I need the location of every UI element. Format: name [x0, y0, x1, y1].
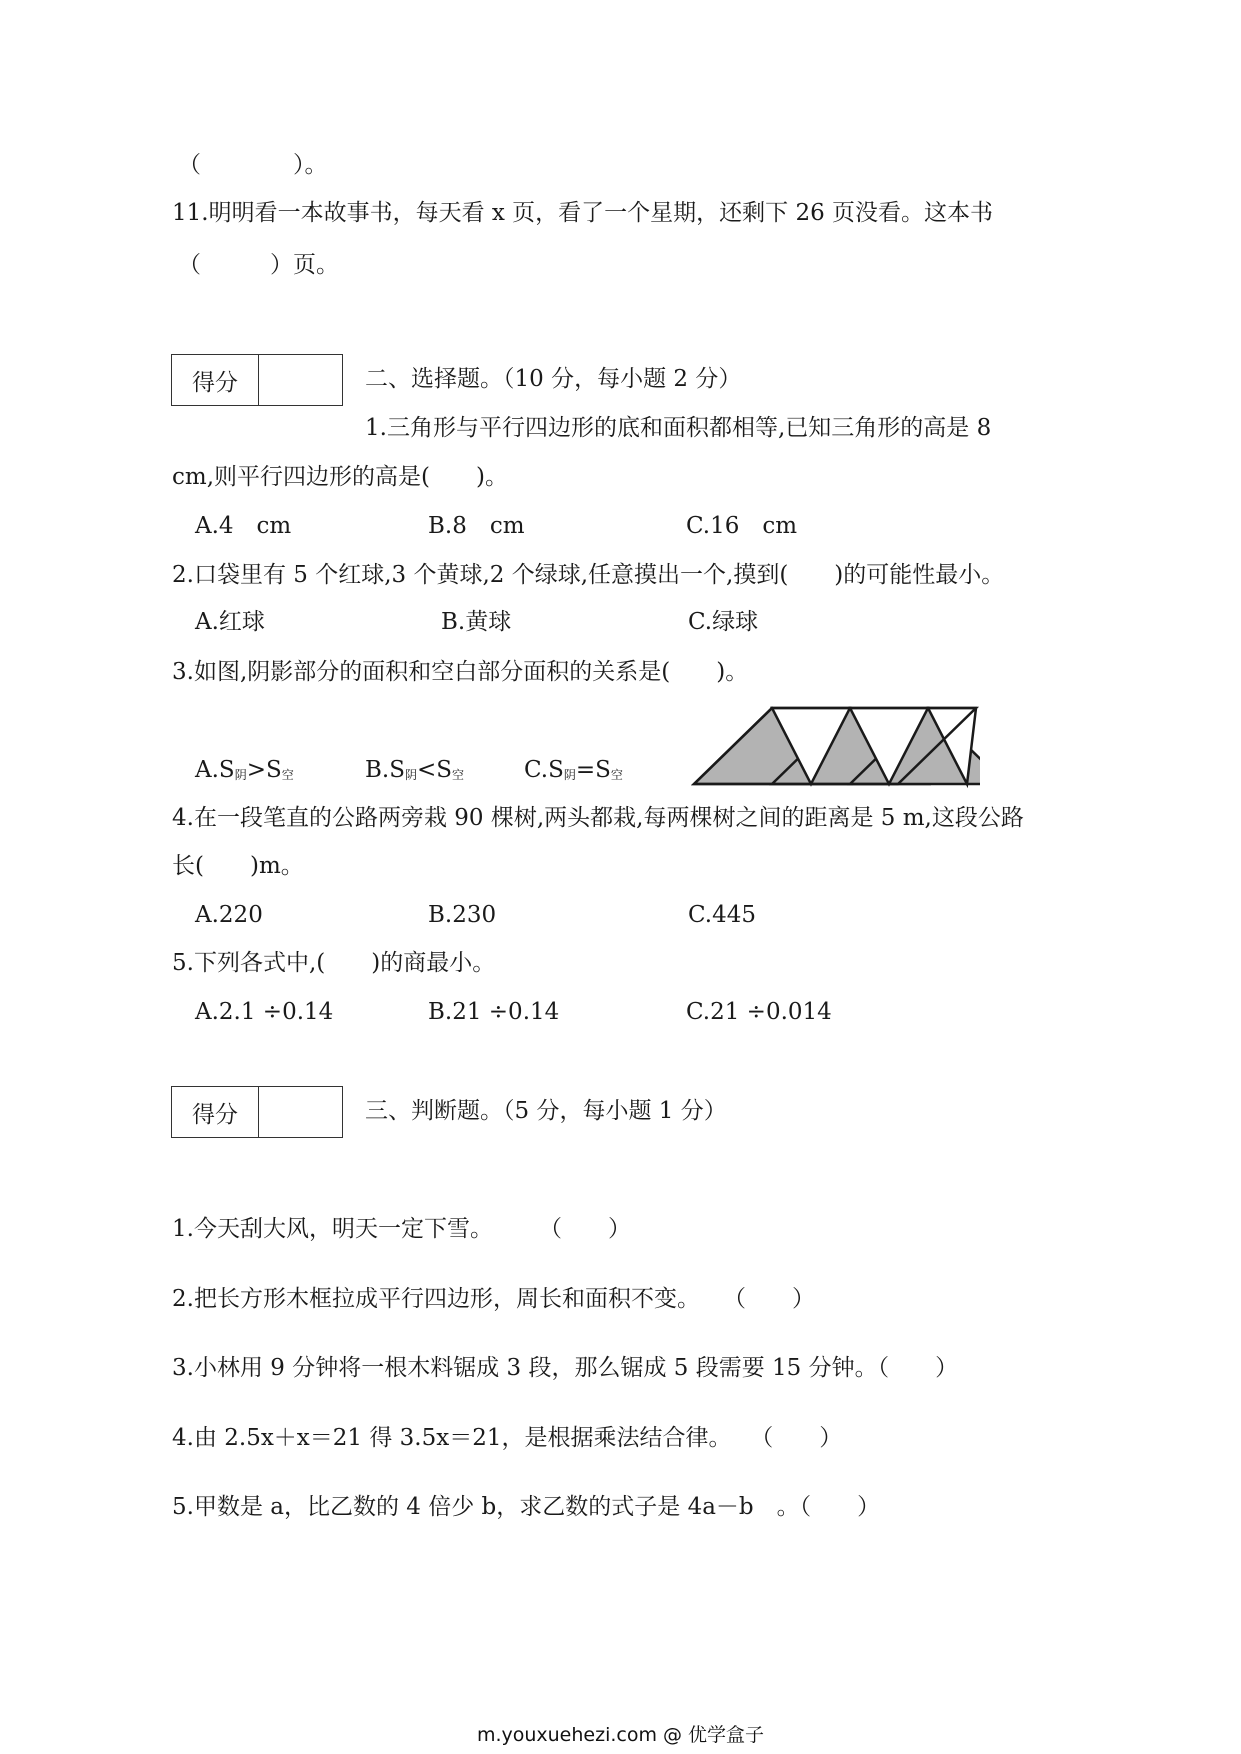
section3-title: 三、判断题。（5 分，每小题 1 分） [365, 1098, 727, 1124]
choice-q5-option-b: B.21 ÷0.14 [428, 999, 560, 1025]
choice-q4-option-a: A.220 [195, 902, 263, 928]
choice-q1-option-b: B.8 cm [428, 513, 525, 539]
blank-continuation: （ ）。 [178, 152, 328, 178]
choice-q5: 5.下列各式中,( )的商最小。 [172, 950, 496, 976]
choice-q4-option-c: C.445 [688, 902, 756, 928]
choice-q1-option-a: A.4 cm [195, 513, 292, 539]
choice-q2-option-a: A.红球 [195, 609, 265, 635]
choice-q5-option-a: A.2.1 ÷0.14 [195, 999, 334, 1025]
choice-q1-line2: cm,则平行四边形的高是( )。 [172, 464, 508, 490]
choice-q4-option-b: B.230 [428, 902, 497, 928]
choice-q1-option-c: C.16 cm [686, 513, 798, 539]
score-label: 得分 [172, 1087, 259, 1137]
judge-item-2: 2.把长方形木框拉成平行四边形，周长和面积不变。 （ ） [172, 1286, 815, 1312]
choice-q3-option-a: $A.S_阴>S_空$ [195, 757, 294, 783]
question-11-line1: 11.明明看一本故事书，每天看 x 页，看了一个星期，还剩下 26 页没看。这本书 [172, 200, 994, 226]
question-11-line2: （ ）页。 [178, 252, 339, 278]
choice-q4-line1: 4.在一段笔直的公路两旁栽 90 棵树,两头都栽,每两棵树之间的距离是 5 m,这段公路 [172, 805, 1024, 831]
choice-q3: 3.如图,阴影部分的面积和空白部分面积的关系是( )。 [172, 659, 749, 685]
section2-title: 二、选择题。（10 分，每小题 2 分） [365, 366, 742, 392]
choice-q1-line1: 1.三角形与平行四边形的底和面积都相等,已知三角形的高是 8 [365, 415, 992, 441]
score-value-field[interactable] [259, 355, 342, 405]
score-box-section2 [171, 354, 343, 406]
choice-q3-option-c: $C.S_阴=S_空$ [524, 757, 623, 783]
score-label: 得分 [172, 355, 259, 405]
choice-q2: 2.口袋里有 5 个红球,3 个黄球,2 个绿球,任意摸出一个,摸到( )的可能性最小。 [172, 562, 1005, 588]
footer-watermark: m.youxuehezi.com @ 优学盒子 [476, 1724, 765, 1746]
score-box-section3 [171, 1086, 343, 1138]
judge-item-1: 1.今天刮大风，明天一定下雪。 （ ） [172, 1216, 631, 1242]
judge-item-4: 4.由 2.5x＋x＝21 得 3.5x＝21，是根据乘法结合律。 （ ） [172, 1425, 843, 1451]
parallelogram-triangles-figure [690, 700, 980, 790]
choice-q4-line2: 长( )m。 [172, 853, 304, 879]
choice-q2-option-b: B.黄球 [441, 609, 512, 635]
judge-item-5: 5.甲数是 a，比乙数的 4 倍少 b，求乙数的式子是 4a－b 。（ ） [172, 1494, 881, 1520]
judge-item-3: 3.小林用 9 分钟将一根木料锯成 3 段，那么锯成 5 段需要 15 分钟。（ ） [172, 1355, 959, 1381]
choice-q2-option-c: C.绿球 [688, 609, 759, 635]
choice-q3-option-b: $B.S_阴<S_空$ [365, 757, 465, 783]
choice-q5-option-c: C.21 ÷0.014 [686, 999, 832, 1025]
score-value-field[interactable] [259, 1087, 342, 1137]
